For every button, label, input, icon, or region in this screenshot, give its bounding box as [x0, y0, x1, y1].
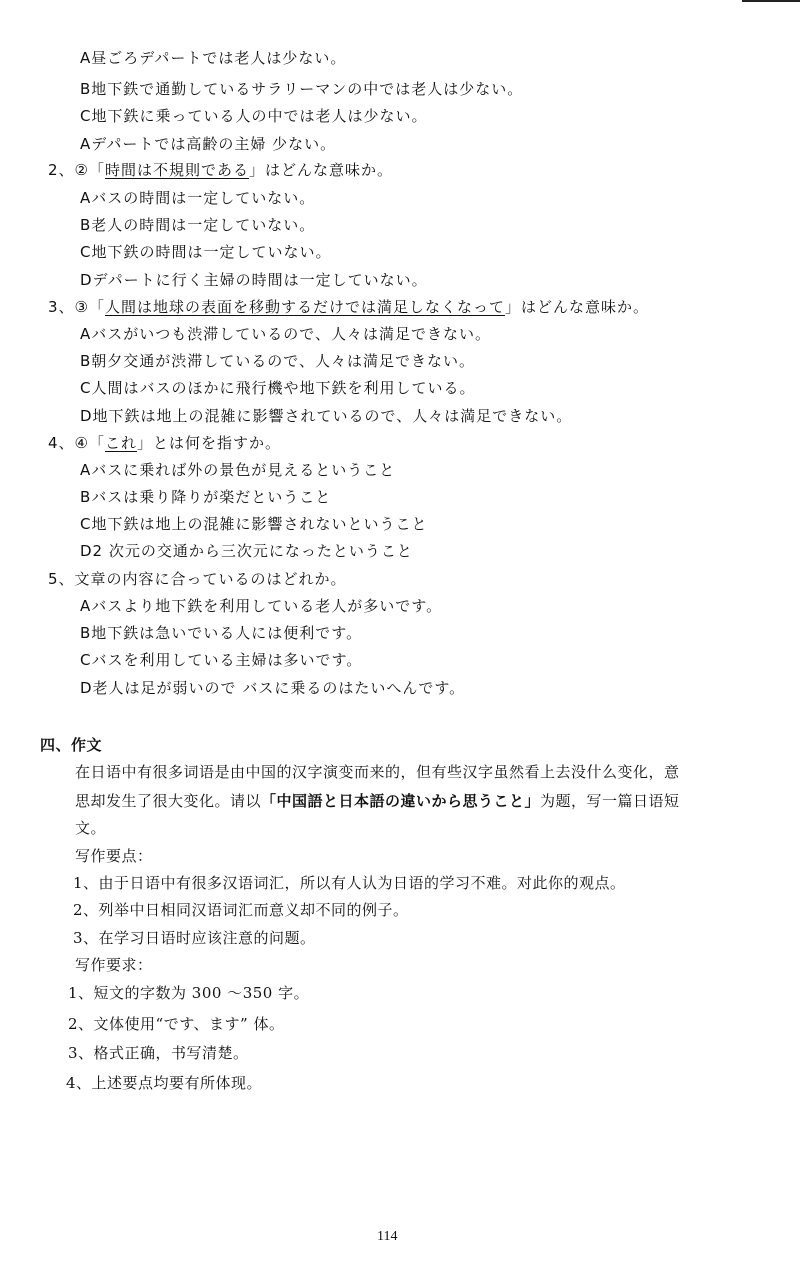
prev-option-c: C地下鉄に乗っている人の中では老人は少ない。 — [80, 107, 428, 125]
question-4-number: 4、 — [48, 434, 75, 452]
top-edge-rule — [742, 0, 800, 2]
q3-option-d: D地下鉄は地上の混雑に影響されているので、人々は満足できない。 — [80, 407, 573, 425]
question-4-pre: ④「 — [74, 434, 105, 452]
q4-option-c: C地下鉄は地上の混雑に影響されないということ — [80, 515, 428, 533]
prev-option-b: B地下鉄で通勤しているサラリーマンの中では老人は少ない。 — [80, 80, 524, 98]
essay-intro-line-2a: 思却发生了很大变化。请以 — [75, 792, 262, 810]
q3-option-c: C人間はバスのほかに飛行機や地下鉄を利用している。 — [80, 379, 476, 397]
essay-point-3: 3、在学习日语时应该注意的问题。 — [73, 929, 316, 947]
q3-option-a: Aバスがいつも渋滞しているので、人々は満足できない。 — [80, 325, 491, 343]
essay-req-3: 3、格式正确，书写清楚。 — [68, 1044, 249, 1062]
q2-option-c: C地下鉄の時間は一定していない。 — [80, 243, 332, 261]
q2-option-b: B老人の時間は一定していない。 — [80, 216, 316, 234]
page-number: 114 — [377, 1229, 398, 1244]
q5-option-d: D老人は足が弱いので バスに乗るのはたいへんです。 — [80, 679, 466, 697]
question-3-pre: ③「 — [74, 298, 105, 316]
question-3-number: 3、 — [48, 298, 75, 316]
question-4-post: 」とは何を指すか。 — [137, 434, 282, 452]
essay-title-prompt: 「中国語と日本語の違いから思うこと」 — [261, 792, 541, 810]
question-5-number: 5、 — [48, 570, 75, 588]
q2-option-a: Aバスの時間は一定していない。 — [80, 189, 316, 207]
question-2-quote: 時間は不規則である — [105, 161, 250, 179]
q4-option-a: Aバスに乗れば外の景色が見えるということ — [80, 461, 396, 479]
question-5 — [48, 569, 347, 589]
q4-option-d: D2 次元の交通から三次元になったということ — [80, 542, 413, 560]
q3-option-b: B朝夕交通が渋滞しているので、人々は満足できない。 — [80, 352, 475, 370]
essay-req-2: 2、文体使用“です、ます” 体。 — [68, 1015, 285, 1033]
question-3 — [48, 297, 649, 317]
essay-req-title: 写作要求： — [75, 956, 153, 974]
question-2-pre: ②「 — [74, 161, 105, 179]
essay-point-2: 2、列举中日相同汉语词汇而意义却不同的例子。 — [73, 901, 409, 919]
prev-option-a: A昼ごろデパートでは老人は少ない。 — [80, 49, 347, 67]
prev-option-d: Aデパートでは高齢の主婦 少ない。 — [80, 135, 337, 153]
question-2 — [48, 160, 393, 180]
q5-option-b: B地下鉄は急いでいる人には便利です。 — [80, 624, 363, 642]
question-3-post: 」はどんな意味か。 — [505, 298, 650, 316]
question-3-quote: 人間は地球の表面を移動するだけでは満足しなくなって — [105, 298, 506, 316]
question-2-post: 」はどんな意味か。 — [249, 161, 394, 179]
essay-intro-line-3: 文。 — [75, 819, 107, 837]
essay-points-title: 写作要点： — [75, 847, 153, 865]
q5-option-a: Aバスより地下鉄を利用している老人が多いです。 — [80, 597, 443, 615]
question-2-number: 2、 — [48, 161, 75, 179]
essay-req-1: 1、短文的字数为 300 ～350 字。 — [68, 984, 310, 1002]
essay-heading: 四、作文 — [40, 736, 103, 754]
essay-intro-line-1: 在日语中有很多词语是由中国的汉字演变而来的，但有些汉字虽然看上去没什么变化，意 — [75, 763, 680, 781]
q5-option-c: Cバスを利用している主婦は多いです。 — [80, 651, 363, 669]
question-4 — [48, 433, 281, 453]
question-4-quote: これ — [105, 434, 138, 452]
essay-intro-line-2c: 为题，写一篇日语短 — [540, 792, 680, 810]
essay-intro-line-2 — [75, 791, 680, 811]
essay-point-1: 1、由于日语中有很多汉语词汇，所以有人认为日语的学习不难。对此你的观点。 — [73, 874, 626, 892]
q2-option-d: Dデパートに行く主婦の時間は一定していない。 — [80, 271, 428, 289]
question-5-text: 文章の内容に合っているのはどれか。 — [74, 570, 347, 588]
essay-req-4: 4、上述要点均要有所体现。 — [66, 1074, 263, 1092]
q4-option-b: Bバスは乗り降りが楽だということ — [80, 488, 332, 506]
